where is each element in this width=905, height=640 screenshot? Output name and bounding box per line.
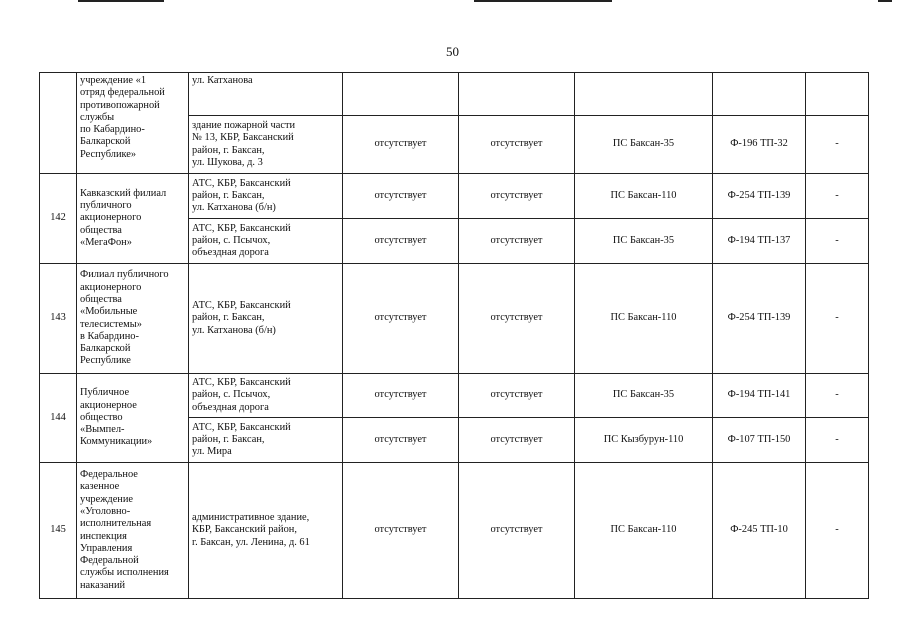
substation-cell: ПС Баксан-35 [575,116,713,174]
table-cell: отсутствует [343,219,459,264]
table-cell: отсутствует [459,174,575,219]
table-cell: отсутствует [343,264,459,374]
object-address: здание пожарной части № 13, КБР, Баксанский район, г. Баксан, ул. Шукова, д. 3 [189,116,343,174]
table-cell: отсутствует [459,116,575,174]
page-number: 50 [446,44,459,59]
table-cell: отсутствует [459,264,575,374]
substation-cell: ПС Баксан-110 [575,264,713,374]
table-cell: - [806,219,869,264]
table-row [40,174,869,219]
organization-name: Филиал публичного акционерного общества «Мобильные телесистемы» в Кабардино- Балкарской Республике [77,264,189,374]
table-cell: отсутствует [343,116,459,174]
object-address: АТС, КБР, Баксанский район, г. Баксан, ул. Катханова (б/н) [189,264,343,374]
table-cell: - [806,418,869,463]
table-cell: - [806,374,869,418]
table-cell: отсутствует [343,374,459,418]
table-cell [459,73,575,116]
table-cell [713,73,806,116]
table-cell: отсутствует [459,219,575,264]
feeder-cell: Ф-196 ТП-32 [713,116,806,174]
table-cell: - [806,174,869,219]
table-cell: отсутствует [459,374,575,418]
table-cell: отсутствует [343,174,459,219]
table-cell: - [806,463,869,599]
substation-cell: ПС Баксан-35 [575,219,713,264]
top-rule-left [78,0,164,2]
feeder-cell: Ф-107 ТП-150 [713,418,806,463]
table-cell: - [806,116,869,174]
table-row [40,264,869,374]
table-cell: отсутствует [343,463,459,599]
object-address: ул. Катханова [189,73,343,116]
organization-name: учреждение «1 отряд федеральной противопожарной службы по Кабардино- Балкарской Республике» [77,73,189,174]
table-cell: отсутствует [459,418,575,463]
table-row [40,463,869,599]
table-row [40,73,869,116]
organization-name: Кавказский филиал публичного акционерного общества «МегаФон» [77,174,189,264]
row-number: 145 [40,463,77,599]
document-table [39,72,869,599]
substation-cell: ПС Баксан-35 [575,374,713,418]
object-address: АТС, КБР, Баксанский район, с. Псычох, объездная дорога [189,374,343,418]
feeder-cell: Ф-254 ТП-139 [713,174,806,219]
table-cell: - [806,264,869,374]
substation-cell: ПС Кызбурун-110 [575,418,713,463]
object-address: административное здание, КБР, Баксанский район, г. Баксан, ул. Ленина, д. 61 [189,463,343,599]
object-address: АТС, КБР, Баксанский район, г. Баксан, ул. Мира [189,418,343,463]
row-number [40,73,77,174]
top-rule-right [878,0,892,2]
feeder-cell: Ф-194 ТП-137 [713,219,806,264]
substation-cell: ПС Баксан-110 [575,463,713,599]
table-row [40,374,869,418]
feeder-cell: Ф-245 ТП-10 [713,463,806,599]
table-cell [575,73,713,116]
object-address: АТС, КБР, Баксанский район, г. Баксан, ул. Катханова (б/н) [189,174,343,219]
feeder-cell: Ф-194 ТП-141 [713,374,806,418]
row-number: 143 [40,264,77,374]
feeder-cell: Ф-254 ТП-139 [713,264,806,374]
table-cell: отсутствует [459,463,575,599]
organization-name: Федеральное казенное учреждение «Уголовно- исполнительная инспекция Управления Федеральной службы исполнения наказаний [77,463,189,599]
row-number: 142 [40,174,77,264]
table-cell [343,73,459,116]
table-cell [806,73,869,116]
top-rule-center [474,0,612,2]
row-number: 144 [40,374,77,463]
table-cell: отсутствует [343,418,459,463]
object-address: АТС, КБР, Баксанский район, с. Псычох, объездная дорога [189,219,343,264]
substation-cell: ПС Баксан-110 [575,174,713,219]
organization-name: Публичное акционерное общество «Вымпел- Коммуникации» [77,374,189,463]
